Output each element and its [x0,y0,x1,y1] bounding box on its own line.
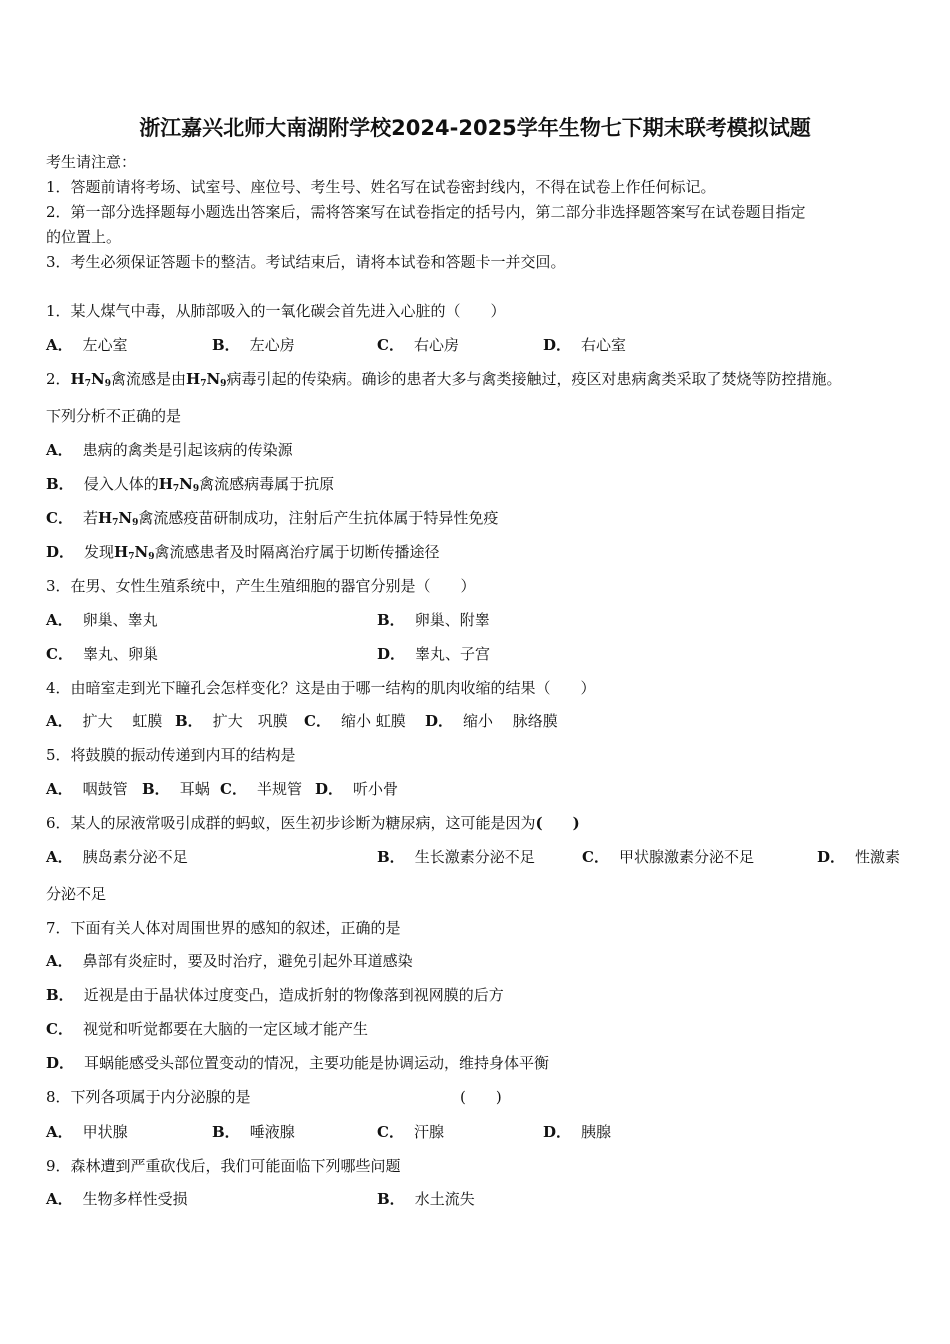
option-label: A． [46,611,73,629]
q4-stem: 4．由暗室走到光下瞳孔会怎样变化？这是由于哪一结构的肌肉收缩的结果（ ） [46,679,596,697]
formula-h: H [158,475,173,493]
option-text: 右心室 [581,336,627,354]
q5-option-b [142,779,210,799]
option-label: C． [582,848,609,866]
formula-n: N [118,509,133,527]
option-text: 卵巢、睾丸 [82,611,158,629]
formula-sub: 7 [84,379,91,389]
option-label: B． [142,780,170,798]
option-label: B． [46,986,74,1004]
formula-n: N [206,370,221,388]
option-text: 缩小 虹膜 [340,712,406,730]
option-label: C． [46,645,73,663]
notice-item-2-cont: 的位置上。 [46,228,122,246]
formula-sub: 9 [104,379,111,389]
option-text: 卵巢、附睾 [414,611,490,629]
option-text: 右心房 [413,336,459,354]
formula-n: N [91,370,105,388]
q4-option-b [175,711,288,731]
q7-option-d [46,1053,549,1073]
q6-stem [46,813,580,833]
option-label: B． [46,475,74,493]
q9-option-a [46,1189,188,1209]
q3-option-a [46,610,158,630]
option-label: B． [175,712,203,730]
option-label: C． [220,780,247,798]
q2-option-d [46,542,439,567]
formula-h: H [70,370,85,388]
option-text: 视觉和听觉都要在大脑的一定区域才能产生 [82,1020,368,1038]
q3-option-b [377,610,490,630]
option-label: D． [425,712,454,730]
option-label: C． [46,509,73,527]
q1-option-c [377,335,459,355]
notice-heading: 考生请注意： [46,153,137,171]
q9-stem: 9．森林遭到严重砍伐后，我们可能面临下列哪些问题 [46,1157,401,1175]
q2-text: 禽流感是由 [110,370,186,388]
notice-item-1: 1．答题前请将考场、试室号、座位号、考生号、姓名写在试卷密封线内，不得在试卷上作任何标记。 [46,178,716,196]
page-title: 浙江嘉兴北师大南湖附学校2024-2025学年生物七下期末联考模拟试题 [139,116,811,140]
formula-sub: 9 [148,552,155,562]
option-label: D． [817,848,846,866]
option-text: 扩大 巩膜 [212,712,288,730]
option-text: 禽流感病毒属于抗原 [199,475,335,493]
option-text: 唾液腺 [249,1123,295,1141]
option-text: 扩大 虹膜 [82,712,163,730]
q2-num: 2． [46,370,71,388]
q3-option-c [46,644,158,664]
option-label: A． [46,1123,73,1141]
q2-option-a [46,440,293,460]
q5-stem: 5．将鼓膜的振动传递到内耳的结构是 [46,746,296,764]
option-label: B． [377,848,405,866]
option-text: 缩小 脉络膜 [463,712,558,730]
q1-option-d [543,335,626,355]
option-text: 若 [82,509,98,527]
option-text: 左心室 [82,336,128,354]
q1-option-a [46,335,128,355]
q2-option-c [46,508,498,533]
q8-option-b [212,1122,295,1142]
option-label: D． [543,336,572,354]
formula-h: H [114,543,129,561]
formula-sub: 9 [220,379,227,389]
formula-sub: 7 [128,552,135,562]
option-label: A． [46,712,73,730]
q6-option-c [582,847,754,867]
option-label: C． [46,1020,73,1038]
formula-sub: 9 [132,518,139,528]
q1-option-b [212,335,295,355]
formula-sub: 7 [200,379,207,389]
q3-option-d [377,644,490,664]
notice-item-2: 2．第一部分选择题每小题选出答案后，需将答案写在试卷指定的括号内，第二部分非选择题答案写在试卷题目指定 [46,203,806,221]
q6-option-a [46,847,188,867]
q5-option-c [220,779,302,799]
option-label: D． [543,1123,572,1141]
option-label: A． [46,336,73,354]
q3-stem: 3．在男、女性生殖系统中，产生生殖细胞的器官分别是（ ） [46,577,476,595]
option-label: D． [377,645,406,663]
formula-sub: 7 [112,518,119,528]
option-label: C． [377,336,404,354]
option-text: 侵入人体的 [83,475,159,493]
option-text: 甲状腺 [82,1123,128,1141]
option-text: 生长激素分泌不足 [414,848,535,866]
q8-option-d [543,1122,611,1142]
option-text: 禽流感疫苗研制成功，注射后产生抗体属于特异性免疫 [138,509,499,527]
option-text: 听小骨 [353,780,399,798]
q7-option-b [46,985,504,1005]
option-label: A． [46,780,73,798]
option-label: C． [304,712,331,730]
q1-stem: 1．某人煤气中毒，从肺部吸入的一氧化碳会首先进入心脏的（ ） [46,302,506,320]
q2-stem [46,369,841,394]
q2-stem-cont: 下列分析不正确的是 [46,407,182,425]
option-text: 近视是由于晶状体过度变凸，造成折射的物像落到视网膜的后方 [83,986,504,1004]
option-text: 鼻部有炎症时，要及时治疗，避免引起外耳道感染 [82,952,413,970]
option-text: 禽流感患者及时隔离治疗属于切断传播途径 [154,543,440,561]
option-label: A． [46,1190,73,1208]
option-text: 耳蜗 [179,780,210,798]
formula-h: H [97,509,113,527]
option-text: 左心房 [249,336,295,354]
option-text: 甲状腺激素分泌不足 [618,848,754,866]
option-label: D． [46,543,75,561]
option-label: B． [212,336,240,354]
option-label: D． [315,780,344,798]
option-text: 发现 [84,543,115,561]
q8-option-a [46,1122,128,1142]
option-label: B． [212,1123,240,1141]
q7-stem: 7．下面有关人体对周围世界的感知的叙述，正确的是 [46,919,401,937]
option-text: 患病的禽类是引起该病的传染源 [82,441,293,459]
q8-stem: 8．下列各项属于内分泌腺的是 [46,1088,251,1106]
q6-option-b [377,847,535,867]
q4-option-d [425,711,558,731]
notice-item-3: 3．考生必须保证答题卡的整洁。考试结束后，请将本试卷和答题卡一并交回。 [46,253,566,271]
option-label: A． [46,441,73,459]
formula-h: H [186,370,201,388]
q7-option-c [46,1019,368,1039]
q6-option-d [817,847,900,867]
option-label: A． [46,952,73,970]
option-label: B． [377,611,405,629]
option-text: 汗腺 [413,1123,444,1141]
option-label: C． [377,1123,404,1141]
q9-option-b [377,1189,475,1209]
formula-n: N [134,543,149,561]
formula-sub: 9 [192,484,200,494]
q6-text: 6．某人的尿液常吸引成群的蚂蚁，医生初步诊断为糖尿病，这可能是因为 [46,814,536,832]
answer-paren: ( ) [460,1088,502,1106]
answer-paren: ( ) [535,814,580,832]
q2-option-b [46,474,334,499]
option-text: 耳蜗能感受头部位置变动的情况，主要功能是协调运动，维持身体平衡 [84,1054,550,1072]
option-text: 生物多样性受损 [82,1190,188,1208]
option-text: 半规管 [256,780,302,798]
option-text: 性激素 [855,848,901,866]
q5-option-d [315,779,398,799]
formula-n: N [179,475,193,493]
option-label: B． [377,1190,405,1208]
option-text: 睾丸、子宫 [415,645,491,663]
option-label: D． [46,1054,75,1072]
q5-option-a [46,779,128,799]
option-text: 胰腺 [581,1123,612,1141]
formula-sub: 7 [172,484,180,494]
q8-option-c [377,1122,444,1142]
q4-option-c [304,711,406,731]
q6-option-d-cont: 分泌不足 [46,885,107,903]
option-text: 咽鼓管 [82,780,128,798]
q2-text: 病毒引起的传染病。确诊的患者大多与禽类接触过，疫区对患病禽类采取了焚烧等防控措施。 [226,370,842,388]
q4-option-a [46,711,162,731]
option-label: A． [46,848,73,866]
option-text: 睾丸、卵巢 [82,645,158,663]
option-text: 胰岛素分泌不足 [82,848,188,866]
option-text: 水土流失 [414,1190,475,1208]
q7-option-a [46,951,413,971]
